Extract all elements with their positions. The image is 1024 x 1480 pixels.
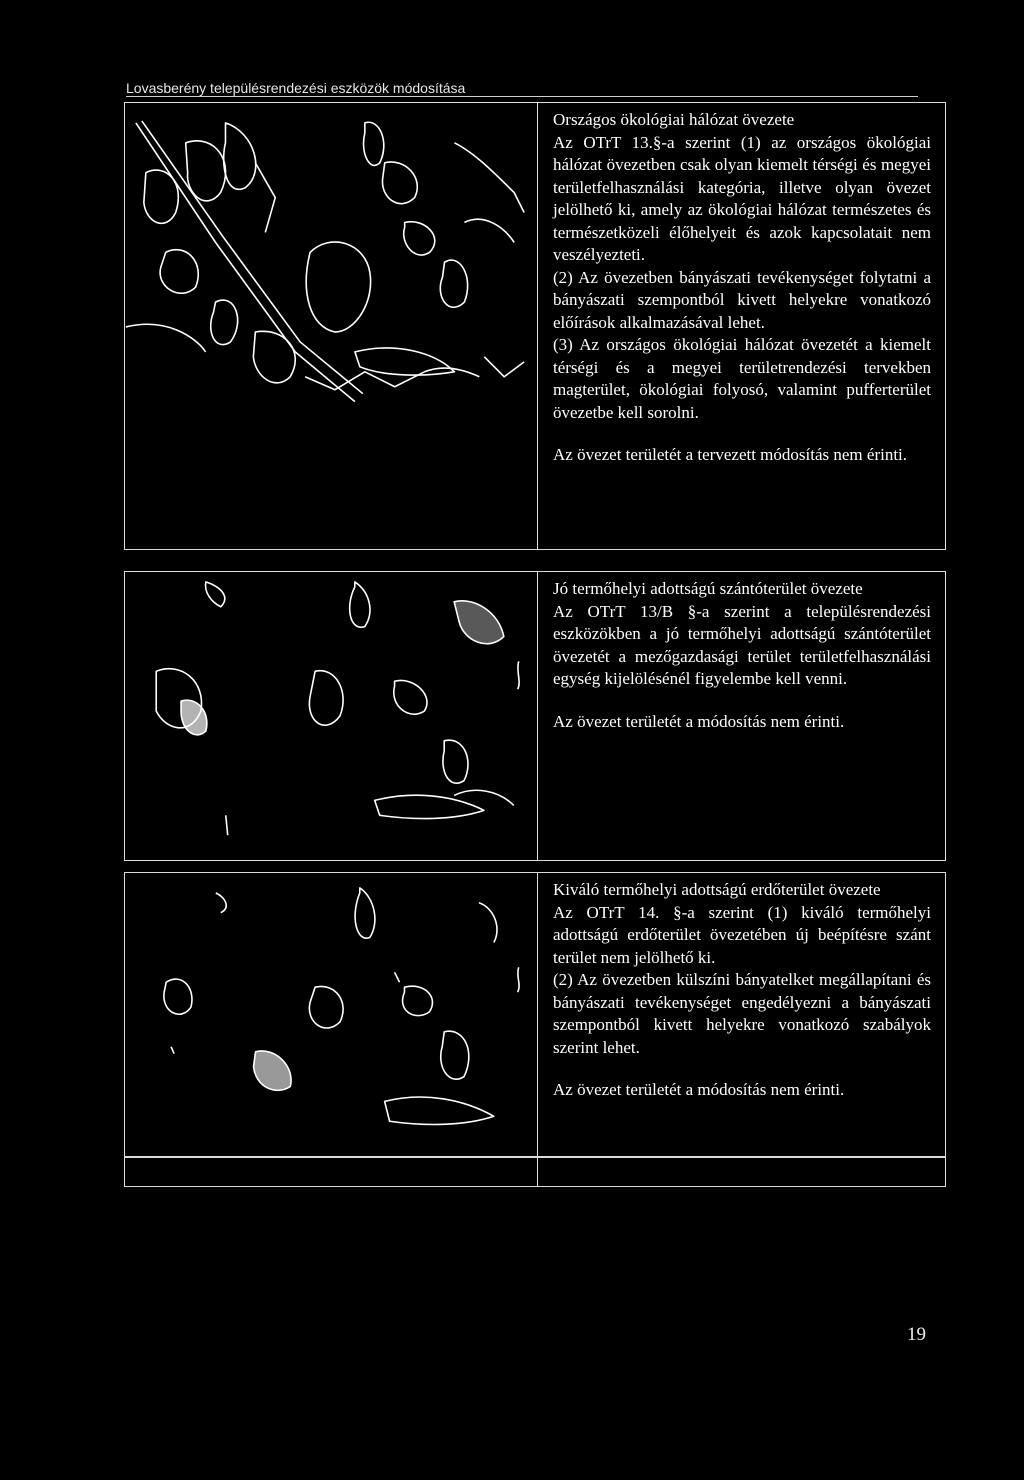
section-note: Az övezet területét a módosítás nem érinti. (553, 711, 845, 731)
section-title: Jó termőhelyi adottságú szántóterület övezete (553, 579, 863, 598)
forest-zone-text (553, 879, 931, 1102)
section-note: Az övezet területét a módosítás nem érinti. (553, 1080, 845, 1099)
empty-row (124, 1157, 946, 1187)
zone-row-arable (124, 571, 946, 861)
paragraph: (2) Az övezetben bányászati tevékenységet folytatni a bányászati szempontból kivett helyekre vonatkozó előírások alkalmazásával lehet. (553, 267, 931, 332)
zone-row-forest (124, 872, 946, 1157)
section-title: Kiváló termőhelyi adottságú erdőterület övezete (553, 880, 881, 899)
arable-zone-text (553, 578, 931, 733)
forest-land-map (125, 873, 538, 1156)
page-header: Lovasberény településrendezési eszközök módosítása (126, 80, 466, 96)
ecological-network-map (125, 103, 538, 549)
paragraph: Az OTrT 13/B §-a szerint a településrendezési eszközökben a jó termőhelyi adottságú szántóterület övezetét a mezőgazdasági terület területfelhasználási egység kijelölésénél figyelembe kell venni. (553, 601, 931, 688)
paragraph: (2) Az övezetben külszíni bányatelket megállapítani és bányászati tevékenységet engedélyezni a bányászati szempontból kivett helyekre vonatkozó szabályok szerint lehet. (553, 970, 931, 1057)
paragraph: Az OTrT 14. §-a szerint (1) kiváló termőhelyi adottságú erdőterület övezetében új beépítésre szánt terület nem jelölhető ki. (553, 902, 931, 967)
zone-row-ecological (124, 102, 946, 550)
section-note: Az övezet területét a tervezett módosítás nem érinti. (553, 445, 908, 464)
paragraph: Az OTrT 13.§-a szerint (1) az országos ökológiai hálózat övezetben csak olyan kiemelt térségi és megyei területfelhasználási kategória, illetve olyan övezet jelölhető ki, amely az ökológiai hálózat természetes és természetközeli élőhelyeit és azok kapcsolatait nem veszélyezteti. (553, 132, 931, 264)
page-number: 19 (907, 1324, 926, 1345)
section-title: Országos ökológiai hálózat övezete (553, 110, 795, 129)
zone-table (124, 102, 944, 1480)
header-rule (126, 96, 918, 97)
arable-land-map (125, 572, 538, 860)
paragraph: (3) Az országos ökológiai hálózat övezetét a kiemelt térségi és a megyei területrendezési tervekben magterület, ökológiai folyosó, valamint pufferterület övezetbe kell sorolni. (553, 335, 931, 422)
ecological-zone-text (553, 109, 931, 467)
